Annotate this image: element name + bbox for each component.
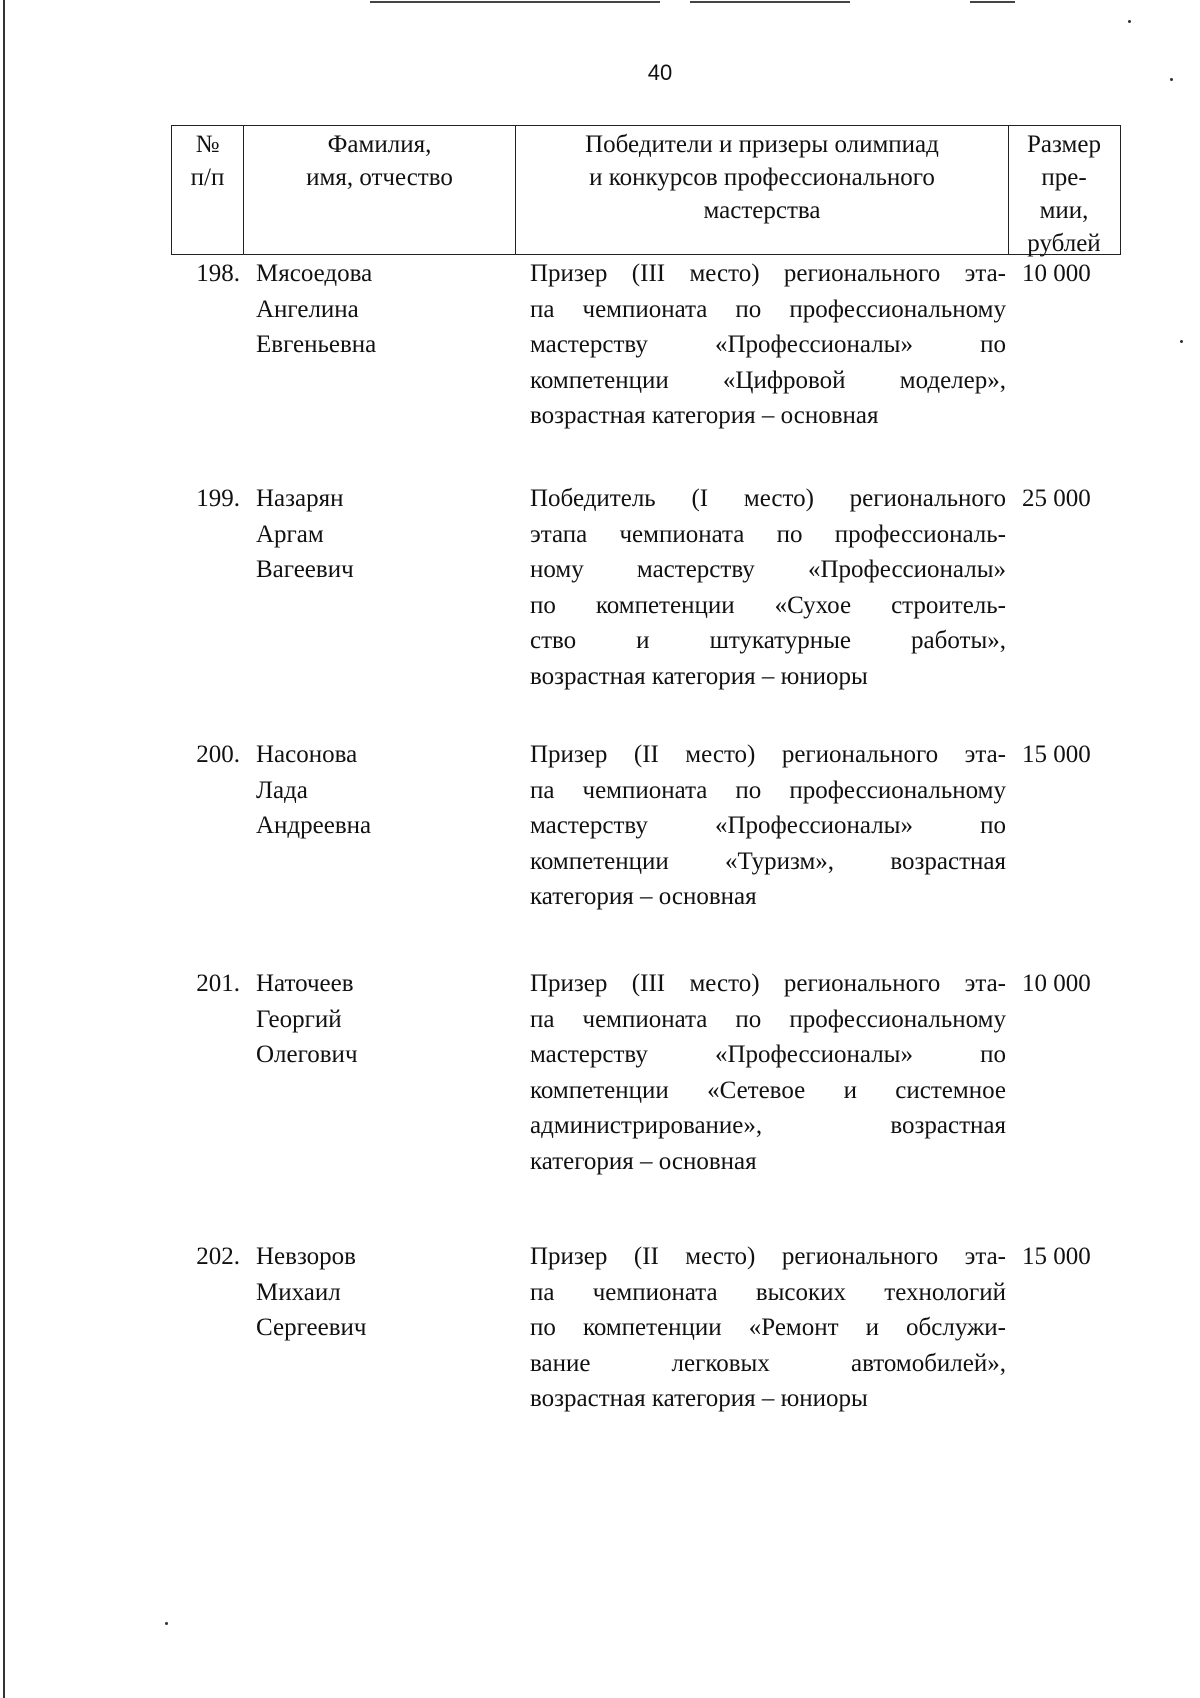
header-col-number: № п/п bbox=[172, 126, 244, 254]
award-description: Призер (III место) регионального эта- па чемпионата по профессиональному мастерству «Профессионалы» по компетенции «Цифровой моделер», возрастная категория – основная bbox=[530, 260, 1006, 429]
scan-speck bbox=[1128, 20, 1131, 23]
prize-amount: 25 000 bbox=[1022, 485, 1091, 512]
header-col-description: Победители и призеры олимпиад и конкурсов профессионального мастерства bbox=[516, 126, 1009, 254]
row-number: 201. bbox=[196, 970, 240, 997]
person-name: Мясоедова Ангелина Евгеньевна bbox=[256, 260, 377, 358]
page-number: 40 bbox=[647, 60, 673, 85]
row-number: 202. bbox=[196, 1243, 240, 1270]
row-number: 199. bbox=[196, 485, 240, 512]
scan-top-rule bbox=[970, 1, 1015, 3]
prize-amount: 15 000 bbox=[1022, 1243, 1091, 1270]
scan-speck bbox=[165, 1622, 168, 1625]
scan-top-rule bbox=[370, 1, 660, 3]
person-name: Назарян Аргам Вагеевич bbox=[256, 485, 354, 583]
table-header bbox=[171, 125, 1121, 255]
award-description: Призер (II место) регионального эта- па чемпионата высоких технологий по компетенции «Ремонт и обслужи- вание легковых автомобилей», возрастная категория – юниоры bbox=[530, 1243, 1006, 1412]
scan-left-edge bbox=[3, 0, 5, 1698]
award-description: Победитель (I место) регионального этапа чемпионата по профессиональ- ному мастерству «Профессионалы» по компетенции «Сухое строитель- ство и штукатурные работы», возрастная категория – юниоры bbox=[530, 485, 1006, 690]
header-col-amount: Размер пре- мии, рублей bbox=[1027, 131, 1101, 257]
prize-amount: 10 000 bbox=[1022, 260, 1091, 287]
award-description: Призер (III место) регионального эта- па чемпионата по профессиональному мастерству «Профессионалы» по компетенции «Сетевое и системное администрирование», возрастная категория – основная bbox=[530, 970, 1006, 1175]
prize-amount: 10 000 bbox=[1022, 970, 1091, 997]
person-name: Невзоров Михаил Сергеевич bbox=[256, 1243, 367, 1341]
person-name: Наточеев Георгий Олегович bbox=[256, 970, 358, 1068]
scan-speck bbox=[1180, 340, 1183, 343]
award-description: Призер (II место) регионального эта- па чемпионата по профессиональному мастерству «Профессионалы» по компетенции «Туризм», возрастная категория – основная bbox=[530, 741, 1006, 910]
prize-amount: 15 000 bbox=[1022, 741, 1091, 768]
row-number: 200. bbox=[196, 741, 240, 768]
person-name: Насонова Лада Андреевна bbox=[256, 741, 372, 839]
scan-top-rule bbox=[690, 1, 850, 3]
row-number: 198. bbox=[196, 260, 240, 287]
header-col-name: Фамилия, имя, отчество bbox=[244, 126, 516, 254]
